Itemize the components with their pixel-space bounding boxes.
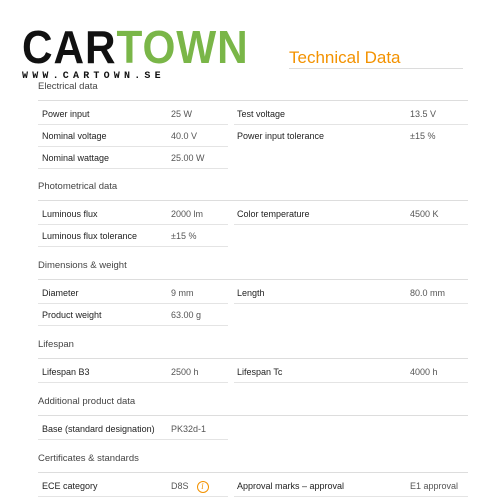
spec-value: 80.0 mm xyxy=(410,288,446,298)
spec-label: Power input xyxy=(42,109,90,119)
section-divider xyxy=(38,200,468,201)
spec-value: 40.0 V xyxy=(171,131,198,141)
table-row xyxy=(38,361,468,383)
spec-label: Base (standard designation) xyxy=(42,424,155,434)
spec-value: 25.00 W xyxy=(171,153,205,163)
row-divider xyxy=(38,382,228,383)
section-certificates xyxy=(38,452,468,497)
section-photometrical xyxy=(38,180,468,247)
section-title: Certificates & standards xyxy=(38,453,139,464)
section-divider xyxy=(38,472,468,473)
spec-value: 13.5 V xyxy=(410,109,437,119)
row-divider xyxy=(38,168,228,169)
section-title: Electrical data xyxy=(38,81,98,92)
spec-label: Length xyxy=(237,288,265,298)
spec-value: 63.00 g xyxy=(171,310,202,320)
table-row xyxy=(38,103,468,125)
spec-value: E1 approval xyxy=(410,481,459,491)
section-divider xyxy=(38,415,468,416)
spec-value: 2000 lm xyxy=(171,209,204,219)
spec-value: ±15 % xyxy=(171,231,197,241)
section-divider xyxy=(38,100,468,101)
row-divider xyxy=(234,382,468,383)
spec-value: PK32d-1 xyxy=(171,424,207,434)
spec-label: Nominal voltage xyxy=(42,131,107,141)
spec-value: 4000 h xyxy=(410,367,438,377)
row-divider xyxy=(234,496,468,497)
table-row xyxy=(38,125,468,147)
section-title: Lifespan xyxy=(38,339,74,350)
section-title: Dimensions & weight xyxy=(38,260,127,271)
logo-car: CAR xyxy=(22,21,117,73)
spec-label: Luminous flux xyxy=(42,209,98,219)
section-electrical xyxy=(38,80,468,169)
table-row xyxy=(38,282,468,304)
spec-value: ±15 % xyxy=(410,131,436,141)
spec-label: Color temperature xyxy=(237,209,310,219)
spec-label: ECE category xyxy=(42,481,98,491)
page-title: Technical Data xyxy=(289,48,401,67)
table-row xyxy=(38,147,468,169)
row-divider xyxy=(38,439,228,440)
row-divider xyxy=(38,325,228,326)
spec-label: Nominal wattage xyxy=(42,153,110,163)
spec-value: D8S xyxy=(171,481,189,491)
spec-value: 9 mm xyxy=(171,288,194,298)
spec-label: Luminous flux tolerance xyxy=(42,231,138,241)
spec-label: Power input tolerance xyxy=(237,131,325,141)
row-divider xyxy=(38,496,228,497)
logo-wordmark xyxy=(22,21,249,73)
table-row xyxy=(38,418,468,440)
table-row xyxy=(38,225,468,247)
spec-label: Test voltage xyxy=(237,109,286,119)
section-title: Additional product data xyxy=(38,396,136,407)
spec-label: Approval marks – approval xyxy=(237,481,345,491)
table-row xyxy=(38,203,468,225)
spec-value: 4500 K xyxy=(410,209,439,219)
logo-town: TOWN xyxy=(116,21,249,73)
table-row xyxy=(38,475,468,497)
section-additional xyxy=(38,395,468,440)
logo-url: WWW.CARTOWN.SE xyxy=(22,71,165,82)
spec-label: Diameter xyxy=(42,288,79,298)
section-title: Photometrical data xyxy=(38,181,118,192)
spec-label: Lifespan Tc xyxy=(237,367,283,377)
row-divider xyxy=(38,246,228,247)
spec-value-with-info xyxy=(171,475,209,497)
info-icon[interactable]: i xyxy=(197,481,209,493)
spec-label: Lifespan B3 xyxy=(42,367,90,377)
spec-value: 2500 h xyxy=(171,367,199,377)
section-divider xyxy=(38,279,468,280)
title-divider xyxy=(289,68,463,69)
spec-value: 25 W xyxy=(171,109,193,119)
spec-label: Product weight xyxy=(42,310,102,320)
table-row xyxy=(38,304,468,326)
section-lifespan xyxy=(38,338,468,383)
section-divider xyxy=(38,358,468,359)
cartown-logo xyxy=(22,21,268,82)
section-dimensions xyxy=(38,259,468,326)
